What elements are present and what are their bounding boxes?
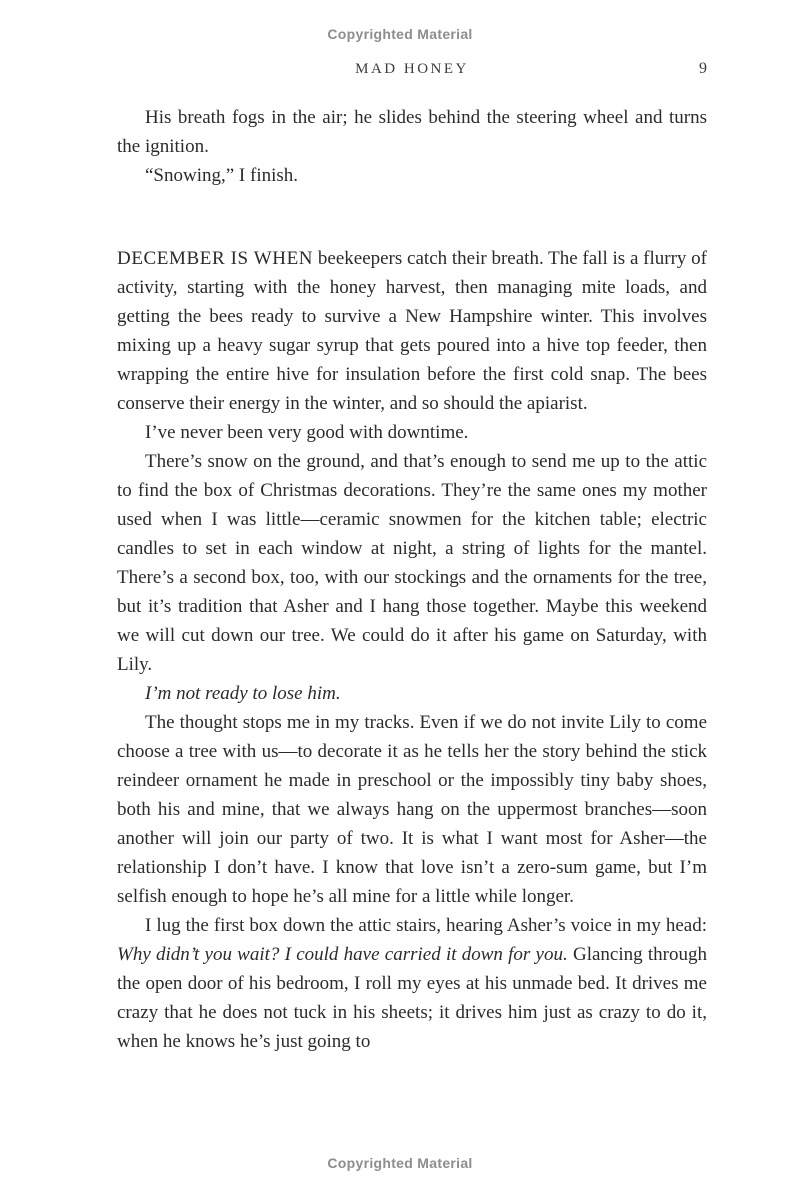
paragraph — [117, 447, 707, 679]
paragraph — [117, 708, 707, 911]
body-text: beekeepers catch their breath. The fall is a flurry of activity, starting with the honey harvest, then managing mite loads, and getting the bees ready to survive a New Hampshire winter. This involves mixing up a heavy sugar syrup that gets poured into a hive top feeder, then wrapping the entire hive for insulation before the first cold snap. The bees conserve their energy in the winter, and so should the apiarist. — [117, 248, 707, 414]
body-text: “Snowing,” I finish. — [145, 165, 299, 186]
body-text: There’s snow on the ground, and that’s enough to send me up to the attic to find the box of Christmas decorations. They’re the same ones my mother used when I was little—ceramic snowmen for the kitchen table; electric candles to set in each window at night, a string of lights for the mantel. There’s a second box, too, with our stockings and the ornaments for the tree, but it’s tradition that Asher and I hang those together. Maybe this weekend we will cut down our tree. We could do it after his game on Saturday, with Lily. — [117, 451, 707, 675]
paragraph — [117, 418, 707, 447]
paragraph — [117, 679, 707, 708]
paragraph — [117, 161, 707, 190]
paragraph — [117, 911, 707, 1056]
section-opener-caps: DECEMBER IS WHEN — [117, 248, 314, 269]
page-body — [117, 103, 707, 1056]
body-text: I’ve never been very good with downtime. — [145, 422, 469, 443]
italic-text: Why didn’t you wait? I could have carried it down for you. — [117, 944, 568, 965]
body-text: I lug the first box down the attic stairs, hearing Asher’s voice in my head: — [145, 915, 707, 936]
body-text: The thought stops me in my tracks. Even if we do not invite Lily to come choose a tree with us—to decorate it as he tells her the story behind the stick reindeer ornament he made in preschool or the impossibly tiny baby shoes, both his and mine, that we always hang on the uppermost branches—soon another will join our party of two. It is what I want most for Asher—the relationship I don’t have. I know that love isn’t a zero-sum game, but I’m selfish enough to hope he’s all mine for a little while longer. — [117, 712, 707, 907]
running-header-title: MAD HONEY — [355, 61, 469, 77]
body-text: His breath fogs in the air; he slides behind the steering wheel and turns the ignition. — [117, 107, 707, 157]
italic-text: I’m not ready to lose him. — [145, 683, 341, 704]
body-text: Glancing through the open door of his bedroom, I roll my eyes at his unmade bed. It drives me crazy that he does not tuck in his sheets; it drives him just as crazy to do it, when he knows he’s just going to — [117, 944, 707, 1052]
page-number: 9 — [699, 60, 707, 77]
bottom-watermark: Copyrighted Material — [327, 1155, 473, 1171]
paragraph — [117, 244, 707, 418]
paragraph — [117, 103, 707, 161]
running-header — [117, 61, 707, 78]
top-watermark: Copyrighted Material — [327, 26, 473, 42]
